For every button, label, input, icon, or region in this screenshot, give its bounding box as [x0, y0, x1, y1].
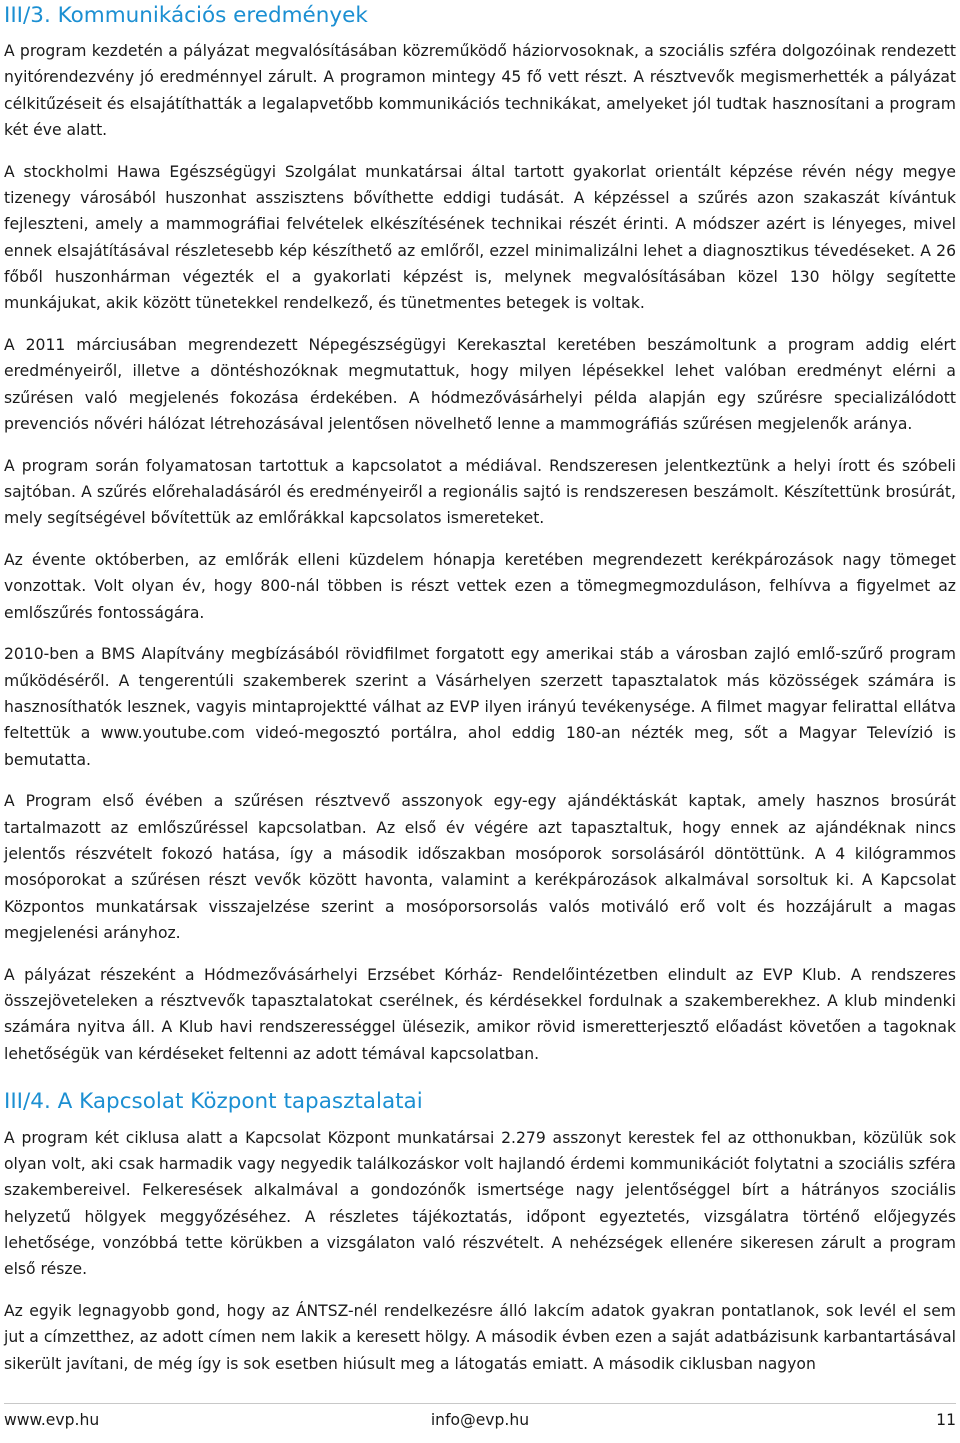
page-number: 11 — [936, 1411, 956, 1429]
paragraph-address-problems: Az egyik legnagyobb gond, hogy az ÁNTSZ-nél rendelkezésre álló lakcím adatok gyakran pontatlanok, sok levél el sem jut a címzetthez, az adott címen nem lakik a keresett hölgy. A második évben ezen a saját adatbázisunk karbantartásával sikerült javítani, de még így is sok esetben hiúsult meg a látogatás emiatt. A második ciklusban nagyon — [4, 1302, 956, 1373]
footer-email-link[interactable]: info@evp.hu — [430, 1411, 530, 1429]
footer-divider — [4, 1403, 956, 1404]
section-title-communication-results: III/3. Kommunikációs eredmények — [4, 3, 368, 28]
paragraph-contact-center-visits: A program két ciklusa alatt a Kapcsolat Központ munkatársai 2.279 asszonyt kerestek fel az otthonukban, közülük sok olyan volt, aki csak harmadik vagy negyedik találkozáskor volt hajlandó érdemi kommunikációt folytatni a szociális szféra szakembereivel. Felkeresések alkalmával a gondozónők ismertsége nagy jelentőséggel bírt a hátrányos szociális helyzetű hölgyek meggyőzéséhez. A részletes tájékoztatás, időpont egyeztetés, vizsgálatra történő előjegyzés lehetősége, vonzóbbá tette körükben a vizsgálaton való részvételt. A nehézségek ellenére sikeresen zárult a program első része. — [4, 1128, 956, 1279]
document-page — [4, 0, 956, 1393]
footer-website-link[interactable]: www.evp.hu — [4, 1411, 100, 1429]
section-title-contact-center: III/4. A Kapcsolat Központ tapasztalatai — [4, 1088, 423, 1114]
paragraph-roundtable: A 2011 márciusában megrendezett Népegészségügyi Kerekasztal keretében beszámoltunk a program addig elért eredményeiről, illetve a döntéshozóknak megmutattuk, hogy milyen lépésekkel lehet valóban eredményt elérni a szűrésen való megjelenés fokozása érdekében. A hódmezővásárhelyi példa alapján egy szűrésre specializálódott prevenciós nővéri hálózat létrehozásával jelentősen növelhető lenne a mammográfiás szűrésen megjelenők aránya. — [4, 335, 956, 433]
paragraph-stockholm-training: A stockholmi Hawa Egészségügyi Szolgálat munkatársai által tartott gyakorlat orientált képzése révén négy megye tizenegy városából huszonhat asszisztens bővíthette eddigi tudását. A képzéssel a szűrés azon szakaszát kívántuk fejleszteni, amely a mammográfiai felvételek elkészítésének technikai részét érinti. A módszer azért is lényeges, mivel ennek elsajátításával részletesebb kép készíthető az emlőről, ezzel minimalizálni lehet a diagnosztikus tévedéseket. A 26 főből huszonhárman végezték el a gyakorlati képzést is, melynek megvalósításában közel 130 hölgy segítette munkájukat, akik között tünetekkel rendelkező, és tünetmentes betegek is voltak. — [4, 162, 956, 313]
paragraph-short-film: 2010-ben a BMS Alapítvány megbízásából rövidfilmet forgatott egy amerikai stáb a városban zajló emlő-szűrő program működéséről. A tengerentúli szakemberek szerint a Vásárhelyen szerzett tapasztalatok más közösségek számára is hasznosíthatók lesznek, vagyis mintaprojektté válhat az EVP ilyen irányú tevékenysége. A filmet magyar felirattal ellátva feltettük a www.youtube.com videó-megosztó portálra, ahol eddig 180-an nézték meg, sőt a Magyar Televízió is bemutatta. — [4, 645, 956, 769]
paragraph-opening-event: A program kezdetén a pályázat megvalósításában közreműködő háziorvosoknak, a szociális szféra dolgozóinak rendezett nyitórendezvény jó eredménnyel zárult. A programon mintegy 45 fő vett részt. A résztvevők megismerhették a pályázat célkitűzéseit és elsajátíthatták a legalapvetőbb kommunikációs technikákat, amelyeket jól tudtak hasznosítani a program két éve alatt. — [4, 42, 956, 139]
paragraph-evp-club: A pályázat részeként a Hódmezővásárhelyi Erzsébet Kórház- Rendelőintézetben elindult az EVP Klub. A rendszeres összejöveteleken a résztvevők tapasztalatokat cserélnek, és kérdésekkel fordulnak a szakemberekhez. A klub mindenki számára nyitva áll. A Klub havi rendszerességgel ülésezik, amikor rövid ismeretterjesztő előadást követően a tagoknak lehetőségük van kérdéseket feltenni az adott témával kapcsolatban. — [4, 965, 956, 1063]
paragraph-gift-bags: A Program első évében a szűrésen résztvevő asszonyok egy-egy ajándéktáskát kaptak, amely hasznos brosúrát tartalmazott az emlőszűréssel kapcsolatban. Az első év végére azt tapasztaltuk, hogy ennek az ajándéknak nincs jelentős részvételt fokozó hatása, így a második időszakban mosóporok sorsolásáról döntöttünk. A 4 kilógrammos mosóporokat a szűrésen részt vevők között havonta, valamint a kerékpározások alkalmával sorsoltuk ki. A Kapcsolat Központos munkatársak visszajelzése szerint a mosóporsorsolás valós motiváló erő volt és hozzájárult a magas megjelenési arányhoz. — [4, 792, 956, 942]
paragraph-media: A program során folyamatosan tartottuk a kapcsolatot a médiával. Rendszeresen jelentkeztünk a helyi írott és szóbeli sajtóban. A szűrés előrehaladásáról és eredményeiről a regionális sajtó is rendszeresen beszámolt. Készítettünk brosúrát, mely segítségével bővítettük az emlőrákkal kapcsolatos ismereteket. — [4, 456, 956, 528]
paragraph-cycling: Az évente októberben, az emlőrák elleni küzdelem hónapja keretében megrendezett kerékpározások nagy tömeget vonzottak. Volt olyan év, hogy 800-nál többen is részt vettek ezen a tömegmegmozduláson, felhívva a figyelmet az emlőszűrés fontosságára. — [4, 551, 956, 622]
